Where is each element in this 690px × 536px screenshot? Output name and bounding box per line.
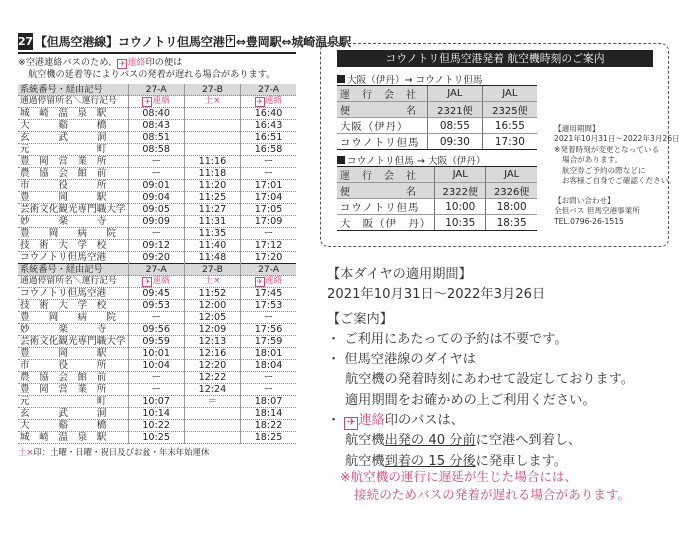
departure-time: 11:25 [184,192,240,204]
guide-text: 航空機の発着時刻にあわせて設定しております。 [345,372,635,388]
departure-time: 18:22 [241,420,296,432]
service-tag: ✈ 連絡 [241,276,296,288]
departure-time: 11:52 [184,288,240,300]
guide-bullet: ・ ご利用にあたっての予約は不要です。 [327,331,568,347]
table-row [18,180,296,192]
cell: 17:30 [482,134,537,150]
service-tag: 土× [184,276,240,288]
stop-name: 妙 楽 寺 [18,324,128,336]
table-row [337,118,537,134]
stop-name: 豊 岡 営 業 所 [18,384,128,396]
plane-icon: ✈ [256,277,263,287]
departure-time: 12:24 [184,384,240,396]
section-label-text: 大阪（伊丹）→ コウノトリ但馬 [347,75,483,86]
stop-name: 技 術 大 学 校 [18,240,128,252]
table-row [18,216,296,228]
departure-time: 09:04 [128,192,184,204]
departure-time: ー [128,312,184,324]
bus-timetable [18,32,351,458]
period-heading: 【本ダイヤの適用期間】 [327,267,472,282]
cell: 大阪（伊丹） [337,118,428,134]
cell: 運 行 会 社 [337,167,435,183]
period-title: 【適用期間】 [554,124,600,133]
departure-time [184,132,240,144]
table-row [18,240,296,252]
route-code: 27-A [128,264,184,276]
departure-time [184,120,240,132]
timetable-table [18,84,296,444]
cell: 10:35 [435,215,486,231]
departure-time: 11:40 [184,240,240,252]
cell: 運 行 会 社 [337,86,428,102]
stop-name: 市 役 所 [18,360,128,372]
departure-time: 09:12 [128,240,184,252]
departure-time: 11:16 [184,156,240,168]
departure-time: 12:00 [184,300,240,312]
cell: 2322便 [435,183,486,199]
stop-name: 豊 岡 営 業 所 [18,156,128,168]
service-tag: ✈ 連絡 [128,276,184,288]
arrival-flight-table [337,166,537,231]
cell: JAL [435,167,486,183]
note-red-label: 連絡 [127,57,146,68]
table-row [18,228,296,240]
departure-time: ー [241,228,296,240]
plane-icon: ✈ [144,97,151,107]
stop-name: 城 崎 温 泉 駅 [18,432,128,444]
cell: 大 阪（伊 丹） [337,215,435,231]
departure-time: 12:22 [184,372,240,384]
column-header: 通過停留所名＼運行記号 [18,276,128,288]
route-code: 27-B [184,84,240,96]
departure-time: 10:14 [128,408,184,420]
departure-time: 08:40 [128,108,184,120]
service-tag: ✈ 連絡 [241,96,296,108]
departure-time: 18:04 [241,360,296,372]
table-row [18,408,296,420]
cell: 便 名 [337,102,428,118]
departure-time [184,432,240,444]
table-row [18,108,296,120]
cell: コウノトリ但馬 [337,134,428,150]
service-tag: ✈ 連絡 [128,96,184,108]
table-row [18,192,296,204]
contact-info [554,196,640,227]
table-row [18,300,296,312]
departure-time: ー [128,228,184,240]
departure-time: ＝ [184,396,240,408]
table-row [18,132,296,144]
stop-name: 芸術文化観光専門職大学 [18,336,128,348]
column-header: 系統番号・経由記号 [18,84,128,96]
arrival-section-label [337,153,486,167]
tag-row [18,96,296,108]
departure-time [184,408,240,420]
departure-time: 09:05 [128,204,184,216]
table-row [18,420,296,432]
cell: 2321便 [428,102,483,118]
departure-time: 17:20 [241,252,296,264]
cell: JAL [482,86,537,102]
departure-time: 09:01 [128,180,184,192]
cell: 16:55 [482,118,537,134]
guide-bullet: ・ 但馬空港線のダイヤは [327,352,476,368]
stop-name: 大 谿 橋 [18,420,128,432]
route-divider [18,52,296,54]
stop-name: 豊 岡 病 院 [18,312,128,324]
caution-line: 場合があります。 [562,155,623,165]
departure-time: 11:18 [184,168,240,180]
table-row [18,144,296,156]
route-code: 27-A [241,84,296,96]
table-row [337,134,537,150]
table-row [18,384,296,396]
departure-time: ー [241,168,296,180]
connection-note [18,57,296,81]
schedule-guide [327,265,634,472]
departure-time: 10:07 [128,396,184,408]
legend-mark: 土× [18,447,34,458]
departure-time: 09:45 [128,288,184,300]
plane-icon: ✈ [256,97,263,107]
header-row [18,84,296,96]
cell: JAL [486,167,537,183]
guide-text [327,431,634,451]
square-bullet-icon [337,75,345,83]
cell: 08:55 [428,118,483,134]
delay-warning [340,468,630,504]
column-header: 系統番号・経由記号 [18,264,128,276]
stop-name: 元 町 [18,396,128,408]
service-tag: 土× [184,96,240,108]
departure-time: ー [128,156,184,168]
departure-time [184,108,240,120]
departure-time [184,420,240,432]
departure-time: ー [241,372,296,384]
underlined-text: 出発の 40 分前 [384,433,476,449]
stop-name: 技 術 大 学 校 [18,300,128,312]
route-name-part2: ⇔豊岡駅⇔城崎温泉駅 [235,34,351,49]
stop-name: 大 谿 橋 [18,120,128,132]
departure-time: 17:04 [241,192,296,204]
plane-icon: ✈ [344,417,358,430]
departure-time: 12:09 [184,324,240,336]
departure-time: 16:51 [241,132,296,144]
departure-time: 12:16 [184,348,240,360]
table-row [337,86,537,102]
plane-icon: ✈ [144,277,151,287]
departure-time: 09:09 [128,216,184,228]
stop-name: 豊 岡 駅 [18,348,128,360]
guide-text: 印のバスは、 [384,413,464,429]
table-row [18,156,296,168]
departure-time: 09:56 [128,324,184,336]
table-row [18,312,296,324]
plane-icon: ✈ [226,35,234,46]
departure-time: 17:09 [241,216,296,228]
flight-info-box [320,43,680,247]
departure-time: 08:43 [128,120,184,132]
plane-icon: ✈ [119,59,126,68]
departure-time: 17:59 [241,336,296,348]
table-row [18,324,296,336]
route-code: 27-B [184,264,240,276]
caution-line: ※発着時刻が変更となっている [554,144,660,154]
cell: 2325便 [482,102,537,118]
square-bullet-icon [337,156,345,164]
stop-name: コウノトリ但馬空港 [18,288,128,300]
departure-time: ー [241,156,296,168]
stop-name: コウノトリ但馬空港 [18,252,128,264]
departure-time: 10:25 [128,432,184,444]
departure-time: 18:14 [241,408,296,420]
departure-time: 11:20 [184,180,240,192]
table-row [18,372,296,384]
table-row [337,167,537,183]
caution-line: お客様ご自身でご確認ください。 [562,176,676,186]
departure-section-label [337,72,483,86]
text: 航空機 [345,433,385,449]
table-row [18,360,296,372]
contact-title: 【お問い合わせ】 [554,196,615,205]
table-row [18,348,296,360]
cell: 2326便 [486,183,537,199]
table-row [18,120,296,132]
departure-time: 18:25 [241,432,296,444]
stop-name: 豊 岡 駅 [18,192,128,204]
table-row [18,252,296,264]
cell: 10:00 [435,199,486,215]
period-text: 2021年10月31日〜2022年3月26日 [327,287,546,303]
table-row [337,199,537,215]
departure-time: 17:56 [241,324,296,336]
departure-time: 17:12 [241,240,296,252]
departure-time: 16:43 [241,120,296,132]
connection-label: 連絡 [358,413,385,429]
contact-phone: TEL.0796-26-1515 [554,216,624,226]
departure-time: 08:51 [128,132,184,144]
table-row [18,168,296,180]
departure-time: 11:31 [184,216,240,228]
cell: 09:30 [428,134,483,150]
stop-name: 豊 岡 病 院 [18,228,128,240]
table-row [18,288,296,300]
stop-name: 芸術文化観光専門職大学 [18,204,128,216]
table-row [337,215,537,231]
tag-row [18,276,296,288]
period-text: 2021年10月31日〜2022年3月26日 [554,134,680,144]
section-label-text: コウノトリ但馬 → 大阪（伊丹） [347,156,486,167]
departure-time: 16:40 [241,108,296,120]
header-row [18,264,296,276]
caution-line: 航空券ご予約の際などに [562,165,646,175]
text: 航空機 [345,453,385,469]
stop-name: 市 役 所 [18,180,128,192]
stop-name: 玄 武 洞 [18,408,128,420]
note-text: 航空機の延着等によりバスの発着が遅れる場合があります。 [28,69,276,80]
departure-time: 11:35 [184,228,240,240]
cell: 便 名 [337,183,435,199]
table-row [18,336,296,348]
departure-time: ー [241,384,296,396]
departure-time: ー [241,312,296,324]
departure-time: ー [128,384,184,396]
departure-time: ー [128,168,184,180]
stop-name: 農 協 会 館 前 [18,372,128,384]
departure-time: 11:48 [184,252,240,264]
departure-time [184,144,240,156]
departure-time: 12:05 [184,312,240,324]
cell: JAL [428,86,483,102]
departure-time: 10:04 [128,360,184,372]
cell: 18:35 [486,215,537,231]
departure-time: ー [128,372,184,384]
table-row [18,432,296,444]
underlined-text: 到着の 15 分後 [384,453,476,469]
guide-text: 適用期間をお確かめの上ご利用ください。 [345,392,596,408]
stop-name: 妙 楽 寺 [18,216,128,228]
departure-time: 08:58 [128,144,184,156]
departure-time: 10:22 [128,420,184,432]
departure-time: 10:01 [128,348,184,360]
departure-time: 17:01 [241,180,296,192]
departure-time: 17:05 [241,204,296,216]
departure-time: 17:53 [241,300,296,312]
note-text: 印の便は [145,57,183,68]
route-name-part1: 【但馬空港線】コウノトリ但馬空港 [34,34,225,49]
warning-line: 接続のためバスの発着が遅れる場合があります。 [354,487,631,502]
guide-heading: 【ご案内】 [327,311,393,327]
departure-time: 09:59 [128,336,184,348]
departure-time: 09:20 [128,252,184,264]
table-row [18,396,296,408]
departure-flight-table [337,85,537,150]
table-row [18,204,296,216]
text: に発車します。 [475,453,567,469]
departure-time: 12:13 [184,336,240,348]
departure-time: 16:58 [241,144,296,156]
route-code: 27-A [241,264,296,276]
departure-time: 11:27 [184,204,240,216]
column-header: 通過停留所名＼運行記号 [18,96,128,108]
stop-name: 農 協 会 館 前 [18,168,128,180]
table-row [337,102,537,118]
route-number-badge: 27 [18,34,33,48]
note-text: ※空港連絡バスのため、 [18,57,118,68]
departure-time: 09:53 [128,300,184,312]
route-code: 27-A [128,84,184,96]
text: に空港へ到着し、 [475,433,582,449]
stop-name: 元 町 [18,144,128,156]
route-header [18,32,351,50]
validity-period-note [554,124,680,186]
departure-time: 12:20 [184,360,240,372]
departure-time: 17:45 [241,288,296,300]
legend-text: 印：土曜・日曜・祝日及びお盆・年末年始運休 [33,447,210,458]
cell: 18:00 [486,199,537,215]
flight-info-title: コウノトリ但馬空港発着 航空機時刻のご案内 [337,50,653,67]
table-row [337,183,537,199]
departure-time: 18:07 [241,396,296,408]
legend [18,446,296,458]
contact-name: 全但バス 但馬空港事業所 [554,206,640,216]
departure-time: 18:01 [241,348,296,360]
cell: コウノトリ但馬 [337,199,435,215]
guide-bullet: ・ ✈ 連絡印のバスは、 [327,413,464,429]
stop-name: 城 崎 温 泉 駅 [18,108,128,120]
stop-name: 玄 武 洞 [18,132,128,144]
warning-line: ※航空機の運行に遅延が生じた場合には、 [340,469,578,484]
